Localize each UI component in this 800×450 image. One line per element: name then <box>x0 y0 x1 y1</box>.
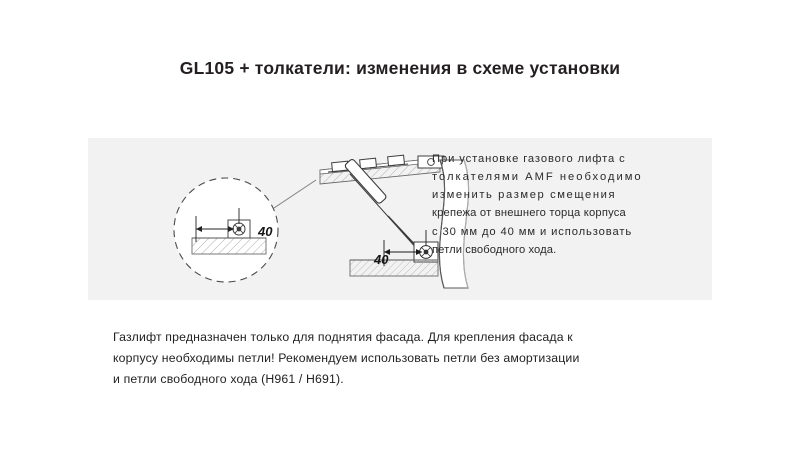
footnote-line-1: Газлифт предназначен только для поднятия фасада. Для крепления фасада к <box>113 330 573 344</box>
detail-dimension-label: 40 <box>258 224 273 239</box>
note-text <box>432 150 698 259</box>
page-title: GL105 + толкатели: изменения в схеме установки <box>179 58 621 78</box>
detail-cabinet-edge <box>192 238 266 254</box>
illustration-band <box>88 138 712 300</box>
note-line-2: толкателями AMF необходимо <box>432 171 643 184</box>
note-line-4: крепежа от внешнего торца корпуса <box>432 207 626 220</box>
detail-leader-line <box>274 180 316 208</box>
footnote-text <box>113 327 693 390</box>
note-line-3: изменить размер смещения <box>432 189 617 202</box>
note-line-6: петли свободного хода. <box>432 243 557 256</box>
main-dimension-label: 40 <box>374 252 389 267</box>
cabinet-side-member <box>350 260 438 276</box>
footnote-line-3: и петли свободного хода (Н961 / Н691). <box>113 372 344 387</box>
note-line-5: с 30 мм до 40 мм и использовать <box>432 225 633 238</box>
note-line-1: При установке газового лифта с <box>432 153 626 165</box>
footnote-line-2: корпусу необходимы петли! Рекомендуем использовать петли без амортизации <box>113 351 580 366</box>
